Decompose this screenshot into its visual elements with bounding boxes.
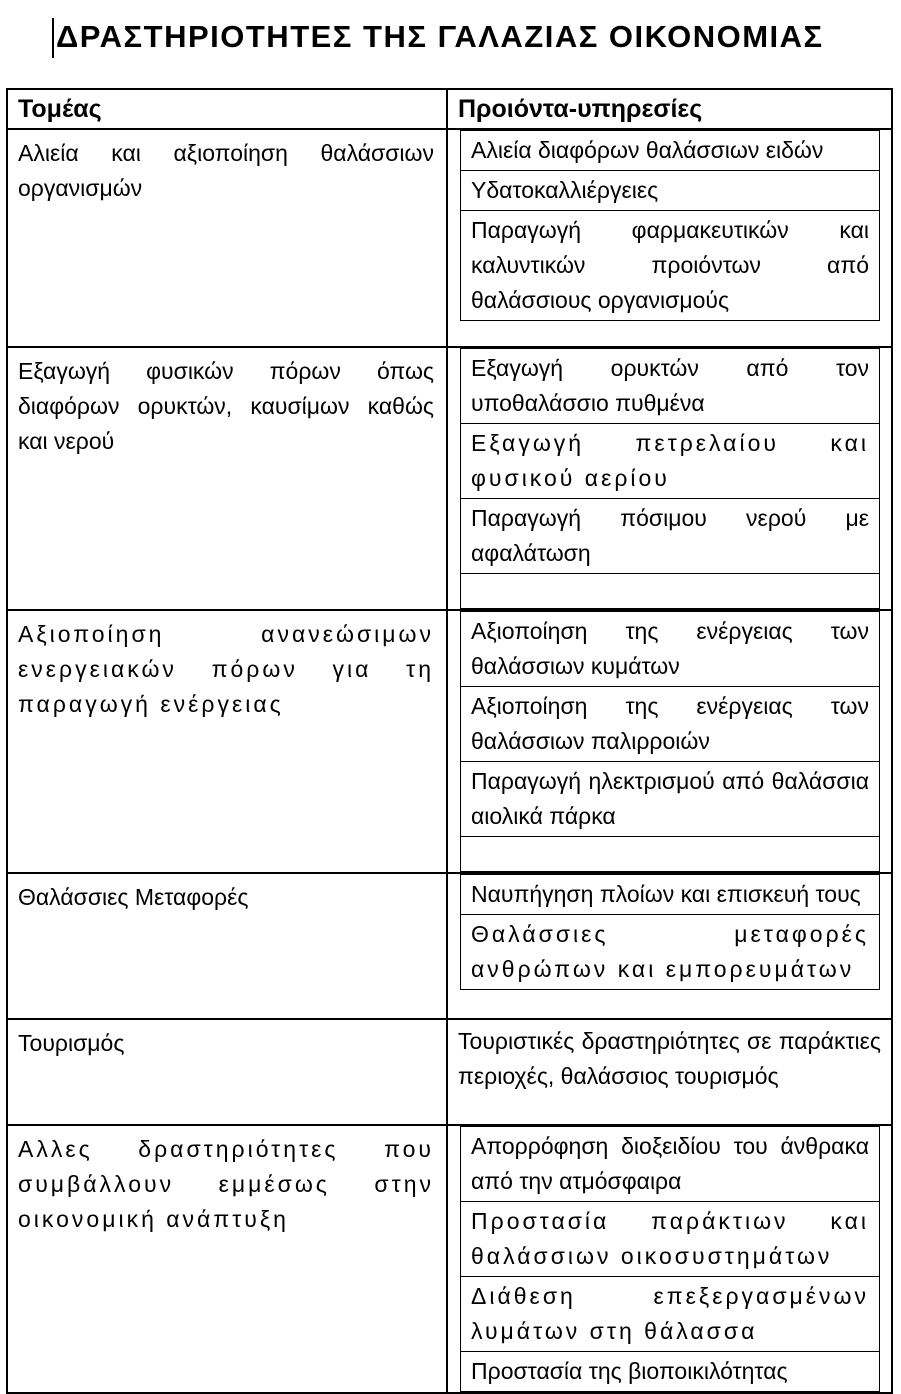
products-cell — [447, 610, 892, 873]
sector-text: Τουρισμός — [18, 1030, 125, 1056]
product-item: Αλιεία διαφόρων θαλάσσιων ειδών — [461, 131, 880, 171]
product-item: Προστασία της βιοποικιλότητας — [461, 1352, 880, 1392]
product-item: Παραγωγή φαρμακευτικών και καλυντικών προιόντων από θαλάσσιους οργανισμούς — [461, 211, 880, 321]
product-item: Τουριστικές δραστηριότητες σε παράκτιες περιοχές, θαλάσσιος τουρισμός — [458, 1028, 881, 1089]
products-list — [460, 1126, 880, 1392]
product-item: Απορρόφηση διοξειδίου του άνθρακα από την ατμόσφαιρα — [461, 1127, 880, 1202]
products-list — [460, 611, 880, 872]
product-item: Θαλάσσιες μεταφορές ανθρώπων και εμπορευμάτων — [461, 915, 880, 990]
products-cell — [447, 129, 892, 347]
products-cell — [447, 347, 892, 610]
product-item-empty — [461, 574, 880, 609]
products-cell — [447, 1125, 892, 1393]
sector-cell — [7, 1019, 447, 1125]
product-item: Διάθεση επεξεργασμένων λυμάτων στη θάλασσα — [461, 1277, 880, 1352]
sector-text: Αξιοποίηση ανανεώσιμων ενεργειακών πόρων για τη παραγωγή ενέργειας — [18, 621, 434, 717]
sector-cell — [7, 1125, 447, 1393]
sector-text: Αλιεία και αξιοποίηση θαλάσσιων οργανισμών — [18, 140, 434, 201]
document-title — [52, 14, 824, 60]
header-products: Προιόντα-υπηρεσίες — [447, 89, 892, 129]
table-row — [7, 129, 892, 347]
product-item: Εξαγωγή ορυκτών από τον υποθαλάσσιο πυθμένα — [461, 349, 880, 424]
product-item: Αξιοποίηση της ενέργειας των θαλάσσιων κυμάτων — [461, 612, 880, 687]
title-text: ΔΡΑΣΤΗΡΙΟΤΗΤΕΣ ΤΗΣ ΓΑΛΑΖΙΑΣ ΟΙΚΟΝΟΜΙΑΣ — [56, 19, 824, 54]
products-cell — [447, 1019, 892, 1125]
products-list — [460, 130, 880, 321]
table-row — [7, 1125, 892, 1393]
product-item: Προστασία παράκτιων και θαλάσσιων οικοσυστημάτων — [461, 1202, 880, 1277]
product-item: Ναυπήγηση πλοίων και επισκευή τους — [461, 875, 880, 915]
product-item: Παραγωγή πόσιμου νερού με αφαλάτωση — [461, 499, 880, 574]
product-item: Υδατοκαλλιέργειες — [461, 171, 880, 211]
sector-text: Θαλάσσιες Μεταφορές — [18, 884, 249, 910]
sector-cell — [7, 610, 447, 873]
text-cursor — [52, 18, 54, 58]
sector-cell — [7, 129, 447, 347]
products-list — [460, 348, 880, 609]
products-list — [460, 874, 880, 990]
product-item: Εξαγωγή πετρελαίου και φυσικού αερίου — [461, 424, 880, 499]
table-row — [7, 610, 892, 873]
product-item: Παραγωγή ηλεκτρισμού από θαλάσσια αιολικά πάρκα — [461, 762, 880, 837]
table-row — [7, 347, 892, 610]
blue-economy-table — [6, 88, 893, 1394]
product-item: Αξιοποίηση της ενέργειας των θαλάσσιων παλιρροιών — [461, 687, 880, 762]
table-row — [7, 1019, 892, 1125]
header-sector: Τομέας — [7, 89, 447, 129]
products-cell — [447, 873, 892, 1019]
product-item-empty — [461, 837, 880, 872]
sector-text: Αλλες δραστηριότητες που συμβάλλουν εμμέσως στην οικονομική ανάπτυξη — [18, 1136, 434, 1232]
sector-cell — [7, 347, 447, 610]
header-row — [7, 89, 892, 129]
table-row — [7, 873, 892, 1019]
sector-text: Εξαγωγή φυσικών πόρων όπως διαφόρων ορυκτών, καυσίμων καθώς και νερού — [18, 358, 434, 454]
sector-cell — [7, 873, 447, 1019]
